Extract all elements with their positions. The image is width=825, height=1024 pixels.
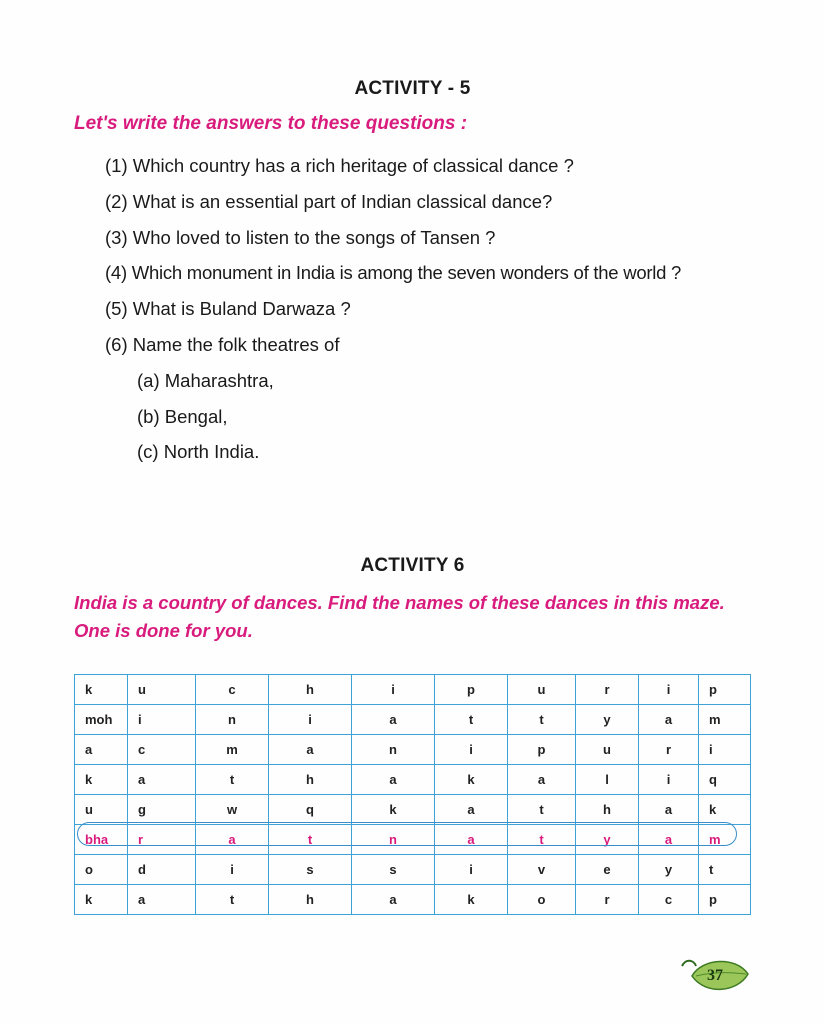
maze-cell: s [352, 855, 435, 885]
maze-cell: v [508, 855, 576, 885]
maze-cell: n [352, 825, 435, 855]
maze-cell: c [128, 735, 196, 765]
maze-cell: t [435, 705, 508, 735]
maze-cell: u [508, 675, 576, 705]
maze-cell: a [269, 735, 352, 765]
activity5-instruction: Let's write the answers to these questions : [74, 113, 468, 134]
maze-cell: u [576, 735, 639, 765]
maze-cell: k [435, 885, 508, 915]
maze-cell: s [269, 855, 352, 885]
maze-row [75, 825, 751, 855]
maze-row [75, 885, 751, 915]
maze-cell: r [576, 675, 639, 705]
maze-cell: w [196, 795, 269, 825]
subitem-text: Maharashtra, [164, 370, 274, 391]
maze-cell: l [576, 765, 639, 795]
maze-cell: p [435, 675, 508, 705]
maze-cell: a [352, 765, 435, 795]
question-4 [105, 262, 681, 284]
maze-cell: t [508, 795, 576, 825]
maze-row [75, 795, 751, 825]
question-text: Which country has a rich heritage of classical dance ? [132, 155, 574, 176]
maze-cell: q [269, 795, 352, 825]
maze-row [75, 705, 751, 735]
question-2 [105, 191, 552, 213]
activity5-heading: ACTIVITY - 5 [354, 78, 471, 99]
maze-cell: a [639, 825, 699, 855]
maze-cell: i [699, 735, 751, 765]
question-text: Which monument in India is among the seven wonders of the world ? [131, 262, 682, 283]
maze-cell: i [352, 675, 435, 705]
maze-cell: k [352, 795, 435, 825]
maze-cell: k [75, 885, 128, 915]
maze-cell: y [576, 825, 639, 855]
maze-cell: i [435, 735, 508, 765]
maze-cell: i [128, 705, 196, 735]
subitem-text: Bengal, [164, 406, 228, 427]
maze-cell: a [128, 765, 196, 795]
maze-row [75, 855, 751, 885]
question-text: What is Buland Darwaza ? [132, 298, 351, 319]
maze-cell: i [196, 855, 269, 885]
question-number: (4) [105, 262, 127, 283]
maze-cell: h [576, 795, 639, 825]
maze-cell: a [128, 885, 196, 915]
maze-cell: k [75, 765, 128, 795]
maze-cell: e [576, 855, 639, 885]
maze-cell: g [128, 795, 196, 825]
maze-cell: y [576, 705, 639, 735]
maze-cell: t [196, 885, 269, 915]
maze-cell: i [269, 705, 352, 735]
activity6-heading: ACTIVITY 6 [360, 555, 465, 576]
maze-cell: m [699, 705, 751, 735]
question-number: (6) [105, 334, 128, 355]
maze-cell: h [269, 885, 352, 915]
maze-cell: h [269, 765, 352, 795]
maze-cell: o [75, 855, 128, 885]
maze-cell: c [196, 675, 269, 705]
maze-cell: p [699, 885, 751, 915]
maze-cell: t [508, 825, 576, 855]
maze-cell: m [196, 735, 269, 765]
maze-cell: i [435, 855, 508, 885]
subitem-number: (a) [137, 370, 160, 391]
maze-cell: a [435, 795, 508, 825]
maze-cell: a [196, 825, 269, 855]
activity6-instruction-line1: India is a country of dances. Find the names of these dances in this maze. [74, 592, 725, 613]
subitem-c [137, 441, 259, 463]
question-5 [105, 298, 351, 320]
maze-row [75, 735, 751, 765]
maze-cell: r [128, 825, 196, 855]
question-text: What is an essential part of Indian classical dance? [132, 191, 553, 212]
subitem-a [137, 370, 274, 392]
maze-cell: y [639, 855, 699, 885]
maze-row [75, 765, 751, 795]
question-text: Name the folk theatres of [132, 334, 340, 355]
maze-cell: t [699, 855, 751, 885]
maze-cell: n [352, 735, 435, 765]
question-6 [105, 334, 339, 356]
maze-cell: a [639, 795, 699, 825]
maze-cell: o [508, 885, 576, 915]
maze-cell: i [639, 765, 699, 795]
maze-cell: r [639, 735, 699, 765]
activity6-instruction-line2: One is done for you. [74, 620, 253, 641]
subitem-b [137, 406, 228, 428]
maze-cell: n [196, 705, 269, 735]
subitem-text: North India. [163, 441, 260, 462]
maze-cell: i [639, 675, 699, 705]
maze-cell: k [435, 765, 508, 795]
maze-cell: u [75, 795, 128, 825]
maze-cell: a [352, 705, 435, 735]
maze-cell: r [576, 885, 639, 915]
subitem-number: (c) [137, 441, 159, 462]
question-number: (3) [105, 227, 128, 248]
maze-cell: k [75, 675, 128, 705]
maze-row [75, 675, 751, 705]
maze-cell: a [352, 885, 435, 915]
maze-cell: h [269, 675, 352, 705]
maze-cell: d [128, 855, 196, 885]
maze-cell: a [435, 825, 508, 855]
maze-cell: m [699, 825, 751, 855]
maze-cell: t [269, 825, 352, 855]
maze-cell: a [639, 705, 699, 735]
maze-cell: t [508, 705, 576, 735]
question-1 [105, 155, 574, 177]
maze-cell: p [699, 675, 751, 705]
maze-cell: t [196, 765, 269, 795]
question-number: (2) [105, 191, 128, 212]
maze-cell: bha [75, 825, 128, 855]
maze-cell: a [508, 765, 576, 795]
question-number: (5) [105, 298, 128, 319]
maze-cell: q [699, 765, 751, 795]
maze-cell: p [508, 735, 576, 765]
maze-body [75, 675, 751, 915]
subitem-number: (b) [137, 406, 160, 427]
maze-cell: k [699, 795, 751, 825]
question-number: (1) [105, 155, 128, 176]
maze-cell: c [639, 885, 699, 915]
question-3 [105, 227, 495, 249]
question-text: Who loved to listen to the songs of Tansen ? [132, 227, 496, 248]
page-number: 37 [707, 967, 723, 984]
maze-cell: moh [75, 705, 128, 735]
maze-cell: u [128, 675, 196, 705]
maze-cell: a [75, 735, 128, 765]
word-maze-grid [74, 674, 751, 915]
